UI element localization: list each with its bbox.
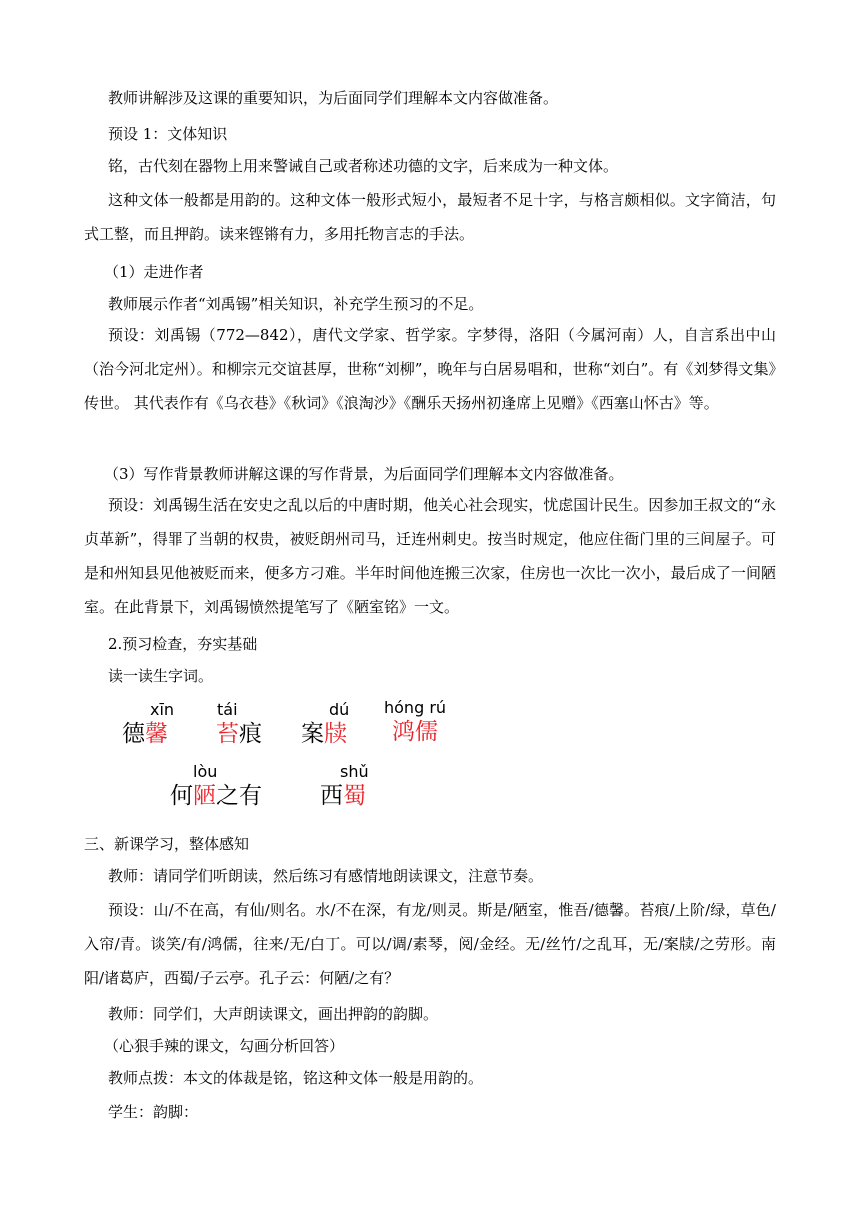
vocab-word: 西蜀 (320, 783, 366, 809)
vocab-word: 案牍 (301, 721, 347, 747)
preset-heading: 预设 1：文体知识 (108, 125, 228, 143)
paragraph: 教师讲解涉及这课的重要知识，为后面同学们理解本文内容做准备。 (108, 89, 559, 107)
pinyin: tái (217, 700, 238, 719)
paragraph: 教师点拨：本文的体裁是铭，铭这种文体一般是用韵的。 (108, 1069, 484, 1087)
paragraph: 这种文体一般都是用韵的。这种文体一般形式短小，最短者不足十字，与格言颇相似。文字简洁，句式工整，而且押韵。读来铿锵有力，多用托物言志的手法。 (84, 191, 776, 243)
pinyin: dú (329, 700, 350, 719)
section-heading: 2.预习检查，夯实基础 (108, 635, 258, 653)
vocab-word: 苔痕 (216, 721, 262, 747)
paragraph: 预设：刘禹锡（772—842），唐代文学家、哲学家。字梦得，洛阳（今属河南）人，自言系出中山（治今河北定州）。和柳宗元交谊甚厚，世称“刘柳”，晚年与白居易唱和，世称“刘白”。有《刘梦得文集》传世。 其代表作有《乌衣巷》《秋词》《浪淘沙》《酬乐天扬州初逢席上见赠》《西塞山怀古》等。 (84, 326, 776, 412)
vocab-word: 鸿儒 (392, 719, 438, 745)
pinyin: lòu (193, 762, 218, 781)
paragraph: 学生：韵脚： (108, 1103, 199, 1121)
section-heading: 三、新课学习，整体感知 (84, 835, 250, 853)
vocab-word: 德馨 (122, 721, 168, 747)
paragraph: 预设：刘禹锡生活在安史之乱以后的中唐时期，他关心社会现实，忧虑国计民生。因参加王叔文的“永贞革新”，得罪了当朝的权贵，被贬朗州司马，迁连州刺史。按当时规定，他应住衙门里的三间屋子。可是和州知县见他被贬而来，便多方刁难。半年时间他连搬三次家，住房也一次比一次小，最后成了一间陋室。在此背景下，刘禹锡愤然提笔写了《陋室铭》一文。 (84, 496, 776, 616)
paragraph: 读一读生字词。 (108, 667, 214, 685)
paragraph: 教师：请同学们听朗读，然后练习有感情地朗读课文，注意节奏。 (108, 867, 544, 885)
paragraph: 教师展示作者“刘禹锡”相关知识，补充学生预习的不足。 (108, 295, 484, 313)
paragraph: 铭，古代刻在器物上用来警诫自己或者称述功德的文字，后来成为一种文体。 (108, 157, 619, 175)
section-heading: （1）走进作者 (104, 263, 204, 281)
paragraph: 预设：山/不在高，有仙/则名。水/不在深，有龙/则灵。斯是/陋室，惟吾/德馨。苔痕/上阶/绿，草色/入帘/青。谈笑/有/鸿儒，往来/无/白丁。可以/调/素琴，阅/金经。无/丝竹/之乱耳，无/案牍/之劳形。南阳/诸葛庐，西蜀/子云亭。孔子云：何陋/之有？ (84, 901, 776, 987)
paragraph: （心狠手辣的课文，勾画分析回答） (104, 1037, 345, 1055)
pinyin: hóng rú (384, 698, 447, 717)
pinyin: xīn (150, 700, 175, 719)
section-heading: （3）写作背景教师讲解这课的写作背景，为后面同学们理解本文内容做准备。 (104, 465, 624, 483)
pinyin: shǔ (340, 762, 369, 781)
paragraph: 教师：同学们，大声朗读课文，画出押韵的韵脚。 (108, 1005, 439, 1023)
vocab-word: 何陋之有 (170, 783, 262, 809)
